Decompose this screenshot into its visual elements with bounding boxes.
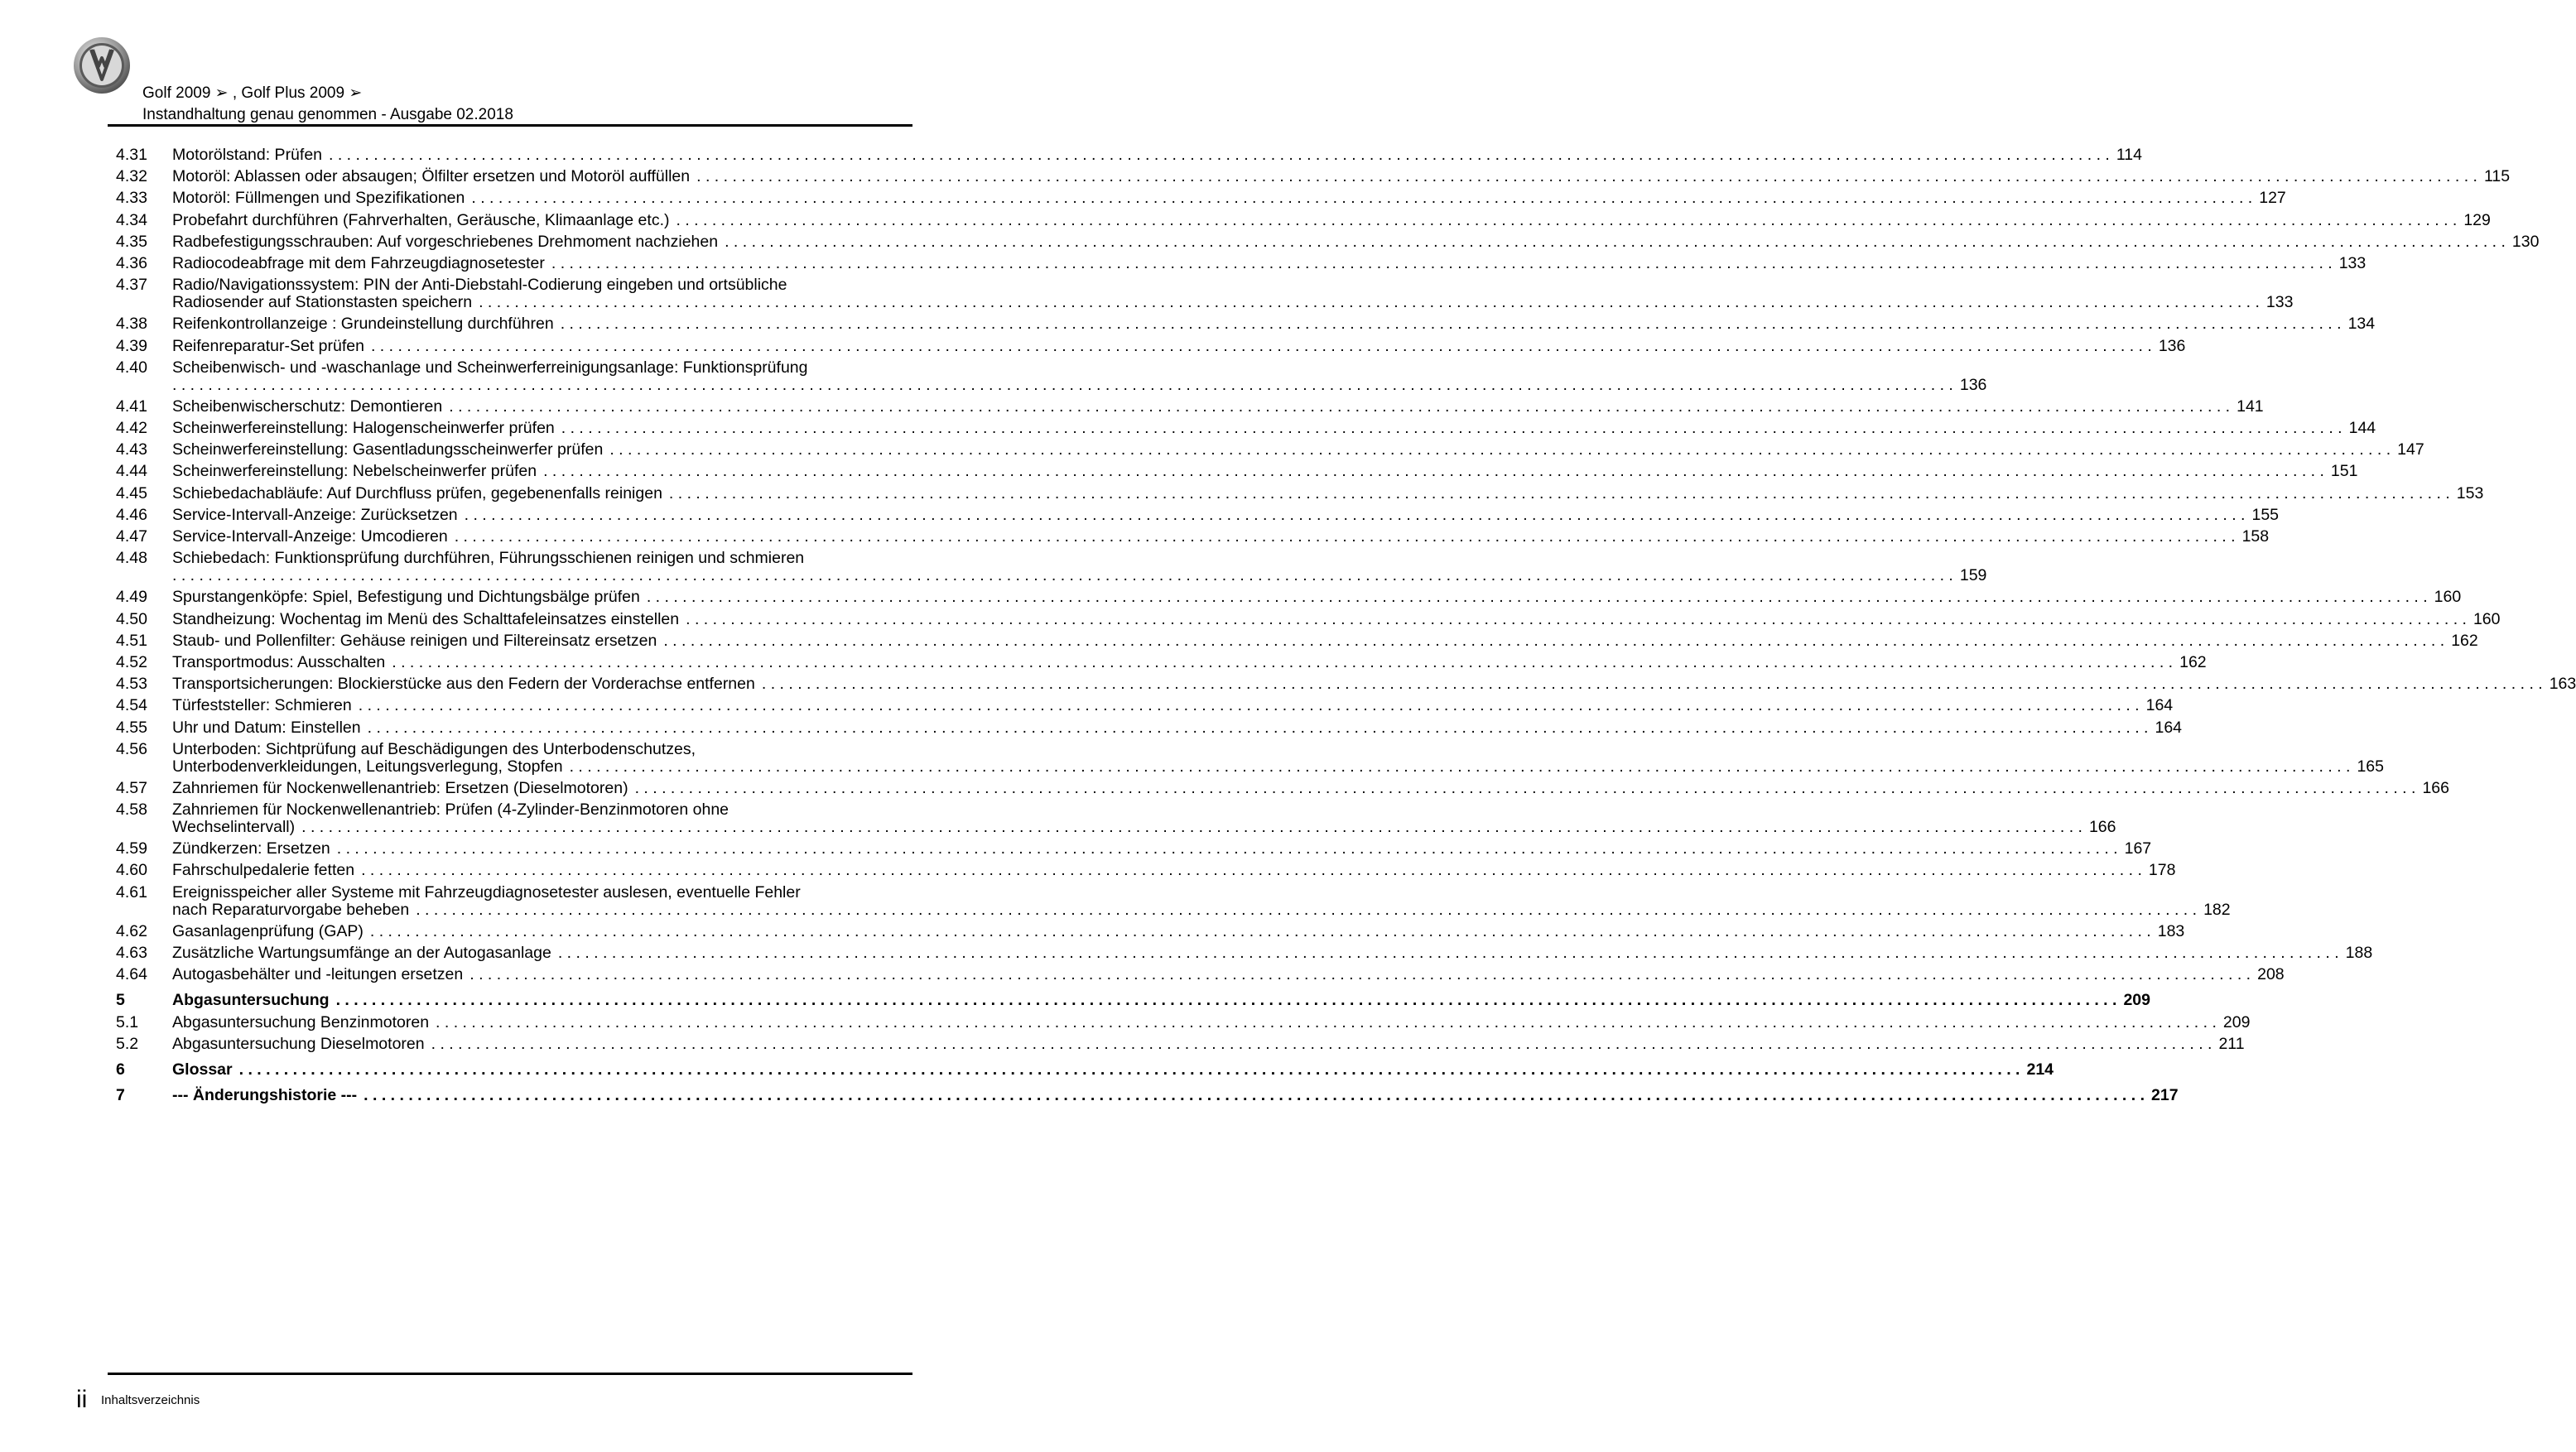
- toc-entry-number: 4.62: [116, 921, 147, 940]
- toc-entry[interactable]: [116, 276, 2294, 315]
- toc-entry-number: 4.34: [116, 210, 147, 229]
- toc-entry[interactable]: [116, 839, 2152, 862]
- toc-entry-number: 4.63: [116, 944, 147, 962]
- toc-entry-title: Motoröl: Ablassen oder absaugen; Ölfilter ersetzen und Motoröl auffüllen: [172, 167, 691, 186]
- toc-entry-title: Motorölstand: Prüfen: [172, 146, 323, 164]
- toc-entry-number: 4.52: [116, 652, 147, 671]
- dot-leader: . . . . . . . . . . . . . . . . . . . . . . . . . . . . . . . . . . . . . . . . . . . . . . . . . . . . . . . . . . . . . . . . . . . . . . . . . . . . . . . . . . . . . . . . . . . . . . . . . . . . . . . . . . . . . . . . . . . . . . . . . . . . . . . . . . . . . . . . . . . . . . . . . . . . . . . . . . . . . . . . . . . . . . . . . . . . . . . . . . . . . . . . . . . . . . . . . . . . . . .: [361, 861, 2142, 880]
- toc-entry-page: 160: [2472, 609, 2501, 628]
- toc-entry-page: 209: [2123, 991, 2150, 1010]
- toc-entry-number: 4.32: [116, 167, 147, 186]
- toc-entry-page: 183: [2157, 921, 2185, 940]
- toc-entry-number: 4.49: [116, 588, 147, 607]
- toc-entry-page: 155: [2251, 505, 2280, 524]
- dot-leader: . . . . . . . . . . . . . . . . . . . . . . . . . . . . . . . . . . . . . . . . . . . . . . . . . . . . . . . . . . . . . . . . . . . . . . . . . . . . . . . . . . . . . . . . . . . . . . . . . . . . . . . . . . . . . . . . . . . . . . . . . . . . . . . . . . . . . . . . . . . . . . . . . . . . . . . . . . . . . . . . . . . . . . . . . . . . . . . . . . . . . . . . . . . . . . . . . . . . . . .: [364, 1086, 2145, 1105]
- dot-leader: . . . . . . . . . . . . . . . . . . . . . . . . . . . . . . . . . . . . . . . . . . . . . . . . . . . . . . . . . . . . . . . . . . . . . . . . . . . . . . . . . . . . . . . . . . . . . . . . . . . . . . . . . . . . . . . . . . . . . . . . . . . . . . . . . . . . . . . . . . . . . . . . . . . . . . . . . . . . . . . . . . . . . . . . . . . . . . . . . . . . . . . . . . . . . . . . . . . . . . .: [561, 419, 2342, 438]
- dot-leader: . . . . . . . . . . . . . . . . . . . . . . . . . . . . . . . . . . . . . . . . . . . . . . . . . . . . . . . . . . . . . . . . . . . . . . . . . . . . . . . . . . . . . . . . . . . . . . . . . . . . . . . . . . . . . . . . . . . . . . . . . . . . . . . . . . . . . . . . . . . . . . . . . . . . . . . . . . . . . . . . . . . . . . . . . . . . . . . . . . . . . . . . . . . . . . . . . . . . . . .: [436, 1012, 2217, 1031]
- toc-entry-number: 4.53: [116, 675, 147, 694]
- toc-entry-page: 147: [2397, 440, 2424, 459]
- toc-entry-number: 4.47: [116, 527, 147, 546]
- toc-entry[interactable]: [116, 921, 2185, 945]
- toc-entry-title: Wechselintervall): [172, 818, 296, 837]
- vw-logo: [73, 36, 131, 94]
- toc-entry-title: Motoröl: Füllmengen und Spezifikationen: [172, 189, 465, 208]
- toc-entry-page: 158: [2241, 527, 2270, 546]
- toc-entry-page: 166: [2422, 778, 2449, 797]
- toc-entry[interactable]: [116, 718, 2183, 741]
- toc-entry-number: 4.40: [116, 358, 147, 377]
- dot-leader: . . . . . . . . . . . . . . . . . . . . . . . . . . . . . . . . . . . . . . . . . . . . . . . . . . . . . . . . . . . . . . . . . . . . . . . . . . . . . . . . . . . . . . . . . . . . . . . . . . . . . . . . . . . . . . . . . . . . . . . . . . . . . . . . . . . . . . . . . . . . . . . . . . . . . . . . . . . . . . . . . . . . . . . . . . . . . . . . . . . . . . . . . . . . . . . . . . . . . . .: [454, 527, 2236, 546]
- toc-entry-page: 160: [2434, 588, 2462, 607]
- toc-entry[interactable]: [116, 315, 2376, 337]
- dot-leader: . . . . . . . . . . . . . . . . . . . . . . . . . . . . . . . . . . . . . . . . . . . . . . . . . . . . . . . . . . . . . . . . . . . . . . . . . . . . . . . . . . . . . . . . . . . . . . . . . . . . . . . . . . . . . . . . . . . . . . . . . . . . . . . . . . . . . . . . . . . . . . . . . . . . . . . . . . . . . . . . . . . . . . . . . . . . . . . . . . . . . . . . . . . . . . . . . . . . . . .: [543, 462, 2324, 481]
- toc-entry-title: Reifenreparatur-Set prüfen: [172, 336, 364, 355]
- toc-entry[interactable]: [116, 210, 2491, 233]
- toc-entry-page: 166: [2088, 818, 2116, 837]
- toc-entry-number: 4.44: [116, 462, 147, 481]
- dot-leader: . . . . . . . . . . . . . . . . . . . . . . . . . . . . . . . . . . . . . . . . . . . . . . . . . . . . . . . . . . . . . . . . . . . . . . . . . . . . . . . . . . . . . . . . . . . . . . . . . . . . . . . . . . . . . . . . . . . . . . . . . . . . . . . . . . . . . . . . . . . . . . . . . . . . . . . . . . . . . . . . . . . . . . . . . . . . . . . . . . . . . . . . . . . . . . . . . . . . . . .: [471, 189, 2253, 208]
- toc-entry-number: 4.64: [116, 965, 147, 984]
- header-divider: [108, 124, 912, 127]
- toc-entry[interactable]: [116, 189, 2286, 211]
- toc-entry-title: Gasanlagenprüfung (GAP): [172, 921, 364, 940]
- dot-leader: . . . . . . . . . . . . . . . . . . . . . . . . . . . . . . . . . . . . . . . . . . . . . . . . . . . . . . . . . . . . . . . . . . . . . . . . . . . . . . . . . . . . . . . . . . . . . . . . . . . . . . . . . . . . . . . . . . . . . . . . . . . . . . . . . . . . . . . . . . . . . . . . . . . . . . . . . . . . . . . . . . . . . . . . . . . . . . . . . . . . . . . . . . . . . . . . . . . . . . .: [301, 818, 2082, 837]
- toc-entry-page: 133: [2265, 293, 2294, 312]
- dot-leader: . . . . . . . . . . . . . . . . . . . . . . . . . . . . . . . . . . . . . . . . . . . . . . . . . . . . . . . . . . . . . . . . . . . . . . . . . . . . . . . . . . . . . . . . . . . . . . . . . . . . . . . . . . . . . . . . . . . . . . . . . . . . . . . . . . . . . . . . . . . . . . . . . . . . . . . . . . . . . . . . . . . . . . . . . . . . . . . . . . . . . . . . . . . . . . . . . . . . . . .: [238, 1060, 2020, 1079]
- toc-entry-title: Ereignisspeicher aller Systeme mit Fahrzeugdiagnosetester auslesen, eventuelle Fehler: [172, 882, 801, 901]
- toc-entry-page: 141: [2237, 397, 2264, 416]
- toc-entry-title: Transportmodus: Ausschalten: [172, 652, 386, 671]
- toc-entry-title: Radbefestigungsschrauben: Auf vorgeschriebenes Drehmoment nachziehen: [172, 232, 719, 251]
- dot-leader: . . . . . . . . . . . . . . . . . . . . . . . . . . . . . . . . . . . . . . . . . . . . . . . . . . . . . . . . . . . . . . . . . . . . . . . . . . . . . . . . . . . . . . . . . . . . . . . . . . . . . . . . . . . . . . . . . . . . . . . . . . . . . . . . . . . . . . . . . . . . . . . . . . . . . . . . . . . . . . . . . . . . . . . . . . . . . . . . . . . . . . . . . . . . . . . . . . . . . . .: [329, 146, 2110, 164]
- toc-entry[interactable]: [116, 739, 2384, 780]
- toc-entry-page: 162: [2179, 652, 2207, 671]
- toc-entry-number: 6: [116, 1060, 125, 1079]
- toc-entry[interactable]: [116, 527, 2270, 550]
- toc-entry-number: 4.54: [116, 696, 147, 715]
- dot-leader: . . . . . . . . . . . . . . . . . . . . . . . . . . . . . . . . . . . . . . . . . . . . . . . . . . . . . . . . . . . . . . . . . . . . . . . . . . . . . . . . . . . . . . . . . . . . . . . . . . . . . . . . . . . . . . . . . . . . . . . . . . . . . . . . . . . . . . . . . . . . . . . . . . . . . . . . . . . . . . . . . . . . . . . . . . . . . . . . . . . . . . . . . . . . . . . . . . . . . . .: [646, 588, 2428, 607]
- toc-entry-title: Abgasuntersuchung: [172, 991, 330, 1010]
- toc-entry-number: 4.48: [116, 549, 147, 568]
- toc-entry-page: 211: [2218, 1034, 2245, 1053]
- toc-entry-title: Zahnriemen für Nockenwellenantrieb: Ersetzen (Dieselmotoren): [172, 778, 628, 797]
- toc-entry-title: Scheinwerfereinstellung: Gasentladungsscheinwerfer prüfen: [172, 440, 604, 459]
- toc-entry-page: 133: [2338, 253, 2367, 272]
- toc-entry[interactable]: [116, 1060, 2054, 1083]
- toc-entry-number: 4.39: [116, 336, 147, 355]
- toc-entry-number: 4.55: [116, 718, 147, 737]
- dot-leader: . . . . . . . . . . . . . . . . . . . . . . . . . . . . . . . . . . . . . . . . . . . . . . . . . . . . . . . . . . . . . . . . . . . . . . . . . . . . . . . . . . . . . . . . . . . . . . . . . . . . . . . . . . . . . . . . . . . . . . . . . . . . . . . . . . . . . . . . . . . . . . . . . . . . . . . . . . . . . . . . . . . . . . . . . . . . . . . . . . . . . . . . . . . . . . . . . . . . . . .: [560, 315, 2342, 334]
- toc-entry-title: Transportsicherungen: Blockierstücke aus den Federn der Vorderachse entfernen: [172, 675, 755, 694]
- toc-entry[interactable]: [116, 419, 2376, 441]
- toc-entry-number: 4.57: [116, 778, 147, 797]
- header-title: Instandhaltung genau genommen - Ausgabe 02.2018: [142, 106, 513, 123]
- toc-entry-page: 167: [2124, 839, 2152, 858]
- dot-leader: . . . . . . . . . . . . . . . . . . . . . . . . . . . . . . . . . . . . . . . . . . . . . . . . . . . . . . . . . . . . . . . . . . . . . . . . . . . . . . . . . . . . . . . . . . . . . . . . . . . . . . . . . . . . . . . . . . . . . . . . . . . . . . . . . . . . . . . . . . . . . . . . . . . . . . . . . . . . . . . . . . . . . . . . . . . . . . . . . . . . . . . . . . . . . . . . . . . . . . .: [761, 675, 2543, 694]
- toc-entry[interactable]: [116, 631, 2478, 654]
- toc-entry-title: Zündkerzen: Ersetzen: [172, 839, 330, 858]
- dot-leader: . . . . . . . . . . . . . . . . . . . . . . . . . . . . . . . . . . . . . . . . . . . . . . . . . . . . . . . . . . . . . . . . . . . . . . . . . . . . . . . . . . . . . . . . . . . . . . . . . . . . . . . . . . . . . . . . . . . . . . . . . . . . . . . . . . . . . . . . . . . . . . . . . . . . . . . . . . . . . . . . . . . . . . . . . . . . . . . . . . . . . . . . . . . . . . . . . . . . . . .: [469, 965, 2251, 984]
- dot-leader: . . . . . . . . . . . . . . . . . . . . . . . . . . . . . . . . . . . . . . . . . . . . . . . . . . . . . . . . . . . . . . . . . . . . . . . . . . . . . . . . . . . . . . . . . . . . . . . . . . . . . . . . . . . . . . . . . . . . . . . . . . . . . . . . . . . . . . . . . . . . . . . . . . . . . . . . . . . . . . . . . . . . . . . . . . . . . . . . . . . . . . . . . . . . . . . . . . . . . . .: [551, 253, 2333, 272]
- toc-entry-number: 5: [116, 991, 125, 1010]
- toc-entry-title: Fahrschulpedalerie fetten: [172, 861, 355, 880]
- toc-entry-number: 4.61: [116, 882, 147, 901]
- toc-entry-title: Türfeststeller: Schmieren: [172, 696, 352, 715]
- toc-entry[interactable]: [116, 778, 2449, 801]
- footer-page-number: ii: [76, 1386, 88, 1413]
- toc-entry-title: Service-Intervall-Anzeige: Zurücksetzen: [172, 505, 458, 524]
- toc-entry[interactable]: [116, 358, 1987, 398]
- toc-entry[interactable]: [116, 588, 2462, 610]
- toc-entry-page: 163: [2549, 675, 2576, 694]
- toc-entry-page: 127: [2259, 189, 2286, 208]
- toc-entry-page: 129: [2463, 210, 2491, 229]
- toc-entry[interactable]: [116, 232, 2540, 255]
- dot-leader: . . . . . . . . . . . . . . . . . . . . . . . . . . . . . . . . . . . . . . . . . . . . . . . . . . . . . . . . . . . . . . . . . . . . . . . . . . . . . . . . . . . . . . . . . . . . . . . . . . . . . . . . . . . . . . . . . . . . . . . . . . . . . . . . . . . . . . . . . . . . . . . . . . . . . . . . . . . . . . . . . . . . . . . . . . . . . . . . . . . . . . . . . . . . . . . . . . . . . . .: [335, 991, 2117, 1010]
- toc-entry-number: 4.50: [116, 609, 147, 628]
- toc-entry[interactable]: [116, 861, 2176, 883]
- toc-entry-page: 153: [2456, 483, 2484, 502]
- toc-entry[interactable]: [116, 675, 2576, 697]
- toc-entry-number: 4.59: [116, 839, 147, 858]
- toc-entry-number: 5.1: [116, 1012, 139, 1031]
- toc-entry-number: 4.36: [116, 253, 147, 272]
- toc-entry-number: 4.38: [116, 315, 147, 334]
- toc-entry-page: 151: [2330, 462, 2358, 481]
- toc-entry-title: Service-Intervall-Anzeige: Umcodieren: [172, 527, 448, 546]
- toc-entry-page: 115: [2483, 167, 2511, 186]
- dot-leader: . . . . . . . . . . . . . . . . . . . . . . . . . . . . . . . . . . . . . . . . . . . . . . . . . . . . . . . . . . . . . . . . . . . . . . . . . . . . . . . . . . . . . . . . . . . . . . . . . . . . . . . . . . . . . . . . . . . . . . . . . . . . . . . . . . . . . . . . . . . . . . . . . . . . . . . . . . . . . . . . . . . . . . . . . . . . . . . . . . . . . . . . . . . . . . . . . . . . . . .: [668, 483, 2450, 502]
- toc-entry[interactable]: [116, 801, 2116, 840]
- toc-entry-page: 188: [2345, 944, 2373, 962]
- toc-entry-number: 4.35: [116, 232, 147, 251]
- dot-leader: . . . . . . . . . . . . . . . . . . . . . . . . . . . . . . . . . . . . . . . . . . . . . . . . . . . . . . . . . . . . . . . . . . . . . . . . . . . . . . . . . . . . . . . . . . . . . . . . . . . . . . . . . . . . . . . . . . . . . . . . . . . . . . . . . . . . . . . . . . . . . . . . . . . . . . . . . . . . . . . . . . . . . . . . . . . . . . . . . . . . . . . . . . . . . . . . . . . . . . .: [336, 839, 2118, 858]
- toc-entry-title: --- Änderungshistorie ---: [172, 1086, 358, 1105]
- dot-leader: . . . . . . . . . . . . . . . . . . . . . . . . . . . . . . . . . . . . . . . . . . . . . . . . . . . . . . . . . . . . . . . . . . . . . . . . . . . . . . . . . . . . . . . . . . . . . . . . . . . . . . . . . . . . . . . . . . . . . . . . . . . . . . . . . . . . . . . . . . . . . . . . . . . . . . . . . . . . . . . . . . . . . . . . . . . . . . . . . . . . . . . . . . . . . . . . . . . . . . .: [557, 944, 2339, 962]
- toc-entry-title: Abgasuntersuchung Dieselmotoren: [172, 1034, 425, 1053]
- footer-divider: [108, 1373, 912, 1375]
- dot-leader: . . . . . . . . . . . . . . . . . . . . . . . . . . . . . . . . . . . . . . . . . . . . . . . . . . . . . . . . . . . . . . . . . . . . . . . . . . . . . . . . . . . . . . . . . . . . . . . . . . . . . . . . . . . . . . . . . . . . . . . . . . . . . . . . . . . . . . . . . . . . . . . . . . . . . . . . . . . . . . . . . . . . . . . . . . . . . . . . . . . . . . . . . . . . . . . . . . . . . . .: [172, 375, 1953, 394]
- toc-entry-title: Scheinwerfereinstellung: Halogenscheinwerfer prüfen: [172, 419, 555, 438]
- toc-entry-title: Schiebedachabläufe: Auf Durchfluss prüfen, gegebenenfalls reinigen: [172, 483, 662, 502]
- toc-entry-page: 209: [2222, 1012, 2251, 1031]
- toc-entry-number: 4.58: [116, 801, 147, 820]
- dot-leader: . . . . . . . . . . . . . . . . . . . . . . . . . . . . . . . . . . . . . . . . . . . . . . . . . . . . . . . . . . . . . . . . . . . . . . . . . . . . . . . . . . . . . . . . . . . . . . . . . . . . . . . . . . . . . . . . . . . . . . . . . . . . . . . . . . . . . . . . . . . . . . . . . . . . . . . . . . . . . . . . . . . . . . . . . . . . . . . . . . . . . . . . . . . . . . . . . . . . . . .: [367, 718, 2149, 737]
- toc-entry[interactable]: [116, 882, 2231, 923]
- toc-entry-number: 5.2: [116, 1034, 139, 1053]
- dot-leader: . . . . . . . . . . . . . . . . . . . . . . . . . . . . . . . . . . . . . . . . . . . . . . . . . . . . . . . . . . . . . . . . . . . . . . . . . . . . . . . . . . . . . . . . . . . . . . . . . . . . . . . . . . . . . . . . . . . . . . . . . . . . . . . . . . . . . . . . . . . . . . . . . . . . . . . . . . . . . . . . . . . . . . . . . . . . . . . . . . . . . . . . . . . . . . . . . . . . . . .: [676, 210, 2458, 229]
- dot-leader: . . . . . . . . . . . . . . . . . . . . . . . . . . . . . . . . . . . . . . . . . . . . . . . . . . . . . . . . . . . . . . . . . . . . . . . . . . . . . . . . . . . . . . . . . . . . . . . . . . . . . . . . . . . . . . . . . . . . . . . . . . . . . . . . . . . . . . . . . . . . . . . . . . . . . . . . . . . . . . . . . . . . . . . . . . . . . . . . . . . . . . . . . . . . . . . . . . . . . . .: [663, 631, 2445, 650]
- toc-entry-page: 162: [2451, 631, 2478, 650]
- toc-entry[interactable]: [116, 944, 2373, 966]
- toc-entry-page: 130: [2511, 232, 2540, 251]
- toc-entry-number: 4.60: [116, 861, 147, 880]
- toc-entry-title: Zahnriemen für Nockenwellenantrieb: Prüfen (4-Zylinder-Benzinmotoren ohne: [172, 801, 729, 820]
- toc-entry[interactable]: [116, 146, 2142, 168]
- dot-leader: . . . . . . . . . . . . . . . . . . . . . . . . . . . . . . . . . . . . . . . . . . . . . . . . . . . . . . . . . . . . . . . . . . . . . . . . . . . . . . . . . . . . . . . . . . . . . . . . . . . . . . . . . . . . . . . . . . . . . . . . . . . . . . . . . . . . . . . . . . . . . . . . . . . . . . . . . . . . . . . . . . . . . . . . . . . . . . . . . . . . . . . . . . . . . . . . . . . . . . .: [569, 757, 2351, 776]
- toc-entry-page: 164: [2145, 696, 2174, 715]
- toc-entry-page: 208: [2257, 965, 2285, 984]
- dot-leader: . . . . . . . . . . . . . . . . . . . . . . . . . . . . . . . . . . . . . . . . . . . . . . . . . . . . . . . . . . . . . . . . . . . . . . . . . . . . . . . . . . . . . . . . . . . . . . . . . . . . . . . . . . . . . . . . . . . . . . . . . . . . . . . . . . . . . . . . . . . . . . . . . . . . . . . . . . . . . . . . . . . . . . . . . . . . . . . . . . . . . . . . . . . . . . . . . . . . . . .: [725, 232, 2506, 251]
- toc-entry[interactable]: [116, 652, 2207, 676]
- toc-entry-number: 4.42: [116, 419, 147, 438]
- toc-entry-page: 134: [2347, 315, 2376, 334]
- toc-entry-number: 4.43: [116, 440, 147, 459]
- toc-entry-number: 4.41: [116, 397, 147, 416]
- toc-entry-title: Glossar: [172, 1060, 233, 1079]
- toc-entry[interactable]: [116, 336, 2186, 359]
- toc-entry-title: Unterboden: Sichtprüfung auf Beschädigungen des Unterbodenschutzes,: [172, 739, 696, 758]
- toc-entry[interactable]: [116, 253, 2367, 276]
- dot-leader: . . . . . . . . . . . . . . . . . . . . . . . . . . . . . . . . . . . . . . . . . . . . . . . . . . . . . . . . . . . . . . . . . . . . . . . . . . . . . . . . . . . . . . . . . . . . . . . . . . . . . . . . . . . . . . . . . . . . . . . . . . . . . . . . . . . . . . . . . . . . . . . . . . . . . . . . . . . . . . . . . . . . . . . . . . . . . . . . . . . . . . . . . . . . . . . . . . . . . . .: [479, 293, 2260, 312]
- header-model-line: Golf 2009 ➢ , Golf Plus 2009 ➢: [142, 84, 363, 102]
- toc-entry[interactable]: [116, 965, 2285, 988]
- toc-entry[interactable]: [116, 609, 2501, 632]
- toc-entry[interactable]: [116, 167, 2511, 190]
- toc-entry-page: 114: [2116, 146, 2142, 164]
- toc-entry-page: 178: [2148, 861, 2176, 880]
- toc-entry-title: Abgasuntersuchung Benzinmotoren: [172, 1012, 430, 1031]
- toc-entry-page: 136: [1959, 375, 1987, 394]
- toc-entry-title: Scheibenwischerschutz: Demontieren: [172, 397, 443, 416]
- dot-leader: . . . . . . . . . . . . . . . . . . . . . . . . . . . . . . . . . . . . . . . . . . . . . . . . . . . . . . . . . . . . . . . . . . . . . . . . . . . . . . . . . . . . . . . . . . . . . . . . . . . . . . . . . . . . . . . . . . . . . . . . . . . . . . . . . . . . . . . . . . . . . . . . . . . . . . . . . . . . . . . . . . . . . . . . . . . . . . . . . . . . . . . . . . . . . . . . . . . . . . .: [172, 566, 1953, 585]
- dot-leader: . . . . . . . . . . . . . . . . . . . . . . . . . . . . . . . . . . . . . . . . . . . . . . . . . . . . . . . . . . . . . . . . . . . . . . . . . . . . . . . . . . . . . . . . . . . . . . . . . . . . . . . . . . . . . . . . . . . . . . . . . . . . . . . . . . . . . . . . . . . . . . . . . . . . . . . . . . . . . . . . . . . . . . . . . . . . . . . . . . . . . . . . . . . . . . . . . . . . . . .: [431, 1034, 2212, 1053]
- dot-leader: . . . . . . . . . . . . . . . . . . . . . . . . . . . . . . . . . . . . . . . . . . . . . . . . . . . . . . . . . . . . . . . . . . . . . . . . . . . . . . . . . . . . . . . . . . . . . . . . . . . . . . . . . . . . . . . . . . . . . . . . . . . . . . . . . . . . . . . . . . . . . . . . . . . . . . . . . . . . . . . . . . . . . . . . . . . . . . . . . . . . . . . . . . . . . . . . . . . . . . .: [449, 397, 2231, 416]
- toc-entry-title: Unterbodenverkleidungen, Leitungsverlegung, Stopfen: [172, 757, 563, 776]
- dot-leader: . . . . . . . . . . . . . . . . . . . . . . . . . . . . . . . . . . . . . . . . . . . . . . . . . . . . . . . . . . . . . . . . . . . . . . . . . . . . . . . . . . . . . . . . . . . . . . . . . . . . . . . . . . . . . . . . . . . . . . . . . . . . . . . . . . . . . . . . . . . . . . . . . . . . . . . . . . . . . . . . . . . . . . . . . . . . . . . . . . . . . . . . . . . . . . . . . . . . . . .: [392, 652, 2174, 671]
- toc-entry-page: 136: [2158, 336, 2186, 355]
- toc-entry-title: Uhr und Datum: Einstellen: [172, 718, 361, 737]
- toc-entry-title: nach Reparaturvorgabe beheben: [172, 900, 410, 919]
- toc-entry-number: 4.45: [116, 483, 147, 502]
- toc-entry[interactable]: [116, 483, 2484, 507]
- toc-entry-title: Spurstangenköpfe: Spiel, Befestigung und Dichtungsbälge prüfen: [172, 588, 640, 607]
- toc-entry-title: Scheibenwisch- und -waschanlage und Scheinwerferreinigungsanlage: Funktionsprüfung: [172, 358, 808, 377]
- dot-leader: . . . . . . . . . . . . . . . . . . . . . . . . . . . . . . . . . . . . . . . . . . . . . . . . . . . . . . . . . . . . . . . . . . . . . . . . . . . . . . . . . . . . . . . . . . . . . . . . . . . . . . . . . . . . . . . . . . . . . . . . . . . . . . . . . . . . . . . . . . . . . . . . . . . . . . . . . . . . . . . . . . . . . . . . . . . . . . . . . . . . . . . . . . . . . . . . . . . . . . .: [696, 167, 2477, 186]
- dot-leader: . . . . . . . . . . . . . . . . . . . . . . . . . . . . . . . . . . . . . . . . . . . . . . . . . . . . . . . . . . . . . . . . . . . . . . . . . . . . . . . . . . . . . . . . . . . . . . . . . . . . . . . . . . . . . . . . . . . . . . . . . . . . . . . . . . . . . . . . . . . . . . . . . . . . . . . . . . . . . . . . . . . . . . . . . . . . . . . . . . . . . . . . . . . . . . . . . . . . . . .: [369, 921, 2151, 940]
- toc-entry-page: 165: [2357, 757, 2384, 776]
- toc-entry-title: Reifenkontrollanzeige : Grundeinstellung durchführen: [172, 315, 554, 334]
- toc-entry[interactable]: [116, 397, 2264, 420]
- toc-entry-title: Radiosender auf Stationstasten speichern: [172, 293, 473, 312]
- toc-entry-title: Zusätzliche Wartungsumfänge an der Autogasanlage: [172, 944, 551, 962]
- dot-leader: . . . . . . . . . . . . . . . . . . . . . . . . . . . . . . . . . . . . . . . . . . . . . . . . . . . . . . . . . . . . . . . . . . . . . . . . . . . . . . . . . . . . . . . . . . . . . . . . . . . . . . . . . . . . . . . . . . . . . . . . . . . . . . . . . . . . . . . . . . . . . . . . . . . . . . . . . . . . . . . . . . . . . . . . . . . . . . . . . . . . . . . . . . . . . . . . . . . . . . .: [464, 505, 2246, 524]
- toc-entry[interactable]: [116, 462, 2358, 484]
- toc-entry-title: Staub- und Pollenfilter: Gehäuse reinigen und Filtereinsatz ersetzen: [172, 631, 657, 650]
- toc-entry-page: 159: [1959, 566, 1987, 585]
- dot-leader: . . . . . . . . . . . . . . . . . . . . . . . . . . . . . . . . . . . . . . . . . . . . . . . . . . . . . . . . . . . . . . . . . . . . . . . . . . . . . . . . . . . . . . . . . . . . . . . . . . . . . . . . . . . . . . . . . . . . . . . . . . . . . . . . . . . . . . . . . . . . . . . . . . . . . . . . . . . . . . . . . . . . . . . . . . . . . . . . . . . . . . . . . . . . . . . . . . . . . . .: [686, 609, 2467, 628]
- toc-entry-title: Probefahrt durchführen (Fahrverhalten, Geräusche, Klimaanlage etc.): [172, 210, 670, 229]
- toc-entry-number: 4.46: [116, 505, 147, 524]
- toc-entry[interactable]: [116, 1012, 2251, 1036]
- toc-entry-number: 4.56: [116, 739, 147, 758]
- toc-entry-title: Radiocodeabfrage mit dem Fahrzeugdiagnosetester: [172, 253, 545, 272]
- toc-entry-number: 7: [116, 1086, 125, 1105]
- toc-entry-number: 4.33: [116, 189, 147, 208]
- toc-entry-title: Scheinwerfereinstellung: Nebelscheinwerfer prüfen: [172, 462, 537, 481]
- toc-entry-page: 214: [2026, 1060, 2054, 1079]
- toc-entry-title: Schiebedach: Funktionsprüfung durchführen, Führungsschienen reinigen und schmieren: [172, 549, 805, 568]
- toc-entry[interactable]: [116, 440, 2424, 463]
- toc-entry-title: Autogasbehälter und -leitungen ersetzen: [172, 965, 464, 984]
- dot-leader: . . . . . . . . . . . . . . . . . . . . . . . . . . . . . . . . . . . . . . . . . . . . . . . . . . . . . . . . . . . . . . . . . . . . . . . . . . . . . . . . . . . . . . . . . . . . . . . . . . . . . . . . . . . . . . . . . . . . . . . . . . . . . . . . . . . . . . . . . . . . . . . . . . . . . . . . . . . . . . . . . . . . . . . . . . . . . . . . . . . . . . . . . . . . . . . . . . . . . . .: [370, 336, 2152, 355]
- toc-entry[interactable]: [116, 549, 1987, 589]
- toc-entry-number: 4.37: [116, 276, 147, 295]
- toc-entry-page: 182: [2203, 900, 2231, 919]
- toc-entry-title: Radio/Navigationssystem: PIN der Anti-Diebstahl-Codierung eingeben und ortsübliche: [172, 276, 787, 295]
- toc-entry-number: 4.51: [116, 631, 147, 650]
- dot-leader: . . . . . . . . . . . . . . . . . . . . . . . . . . . . . . . . . . . . . . . . . . . . . . . . . . . . . . . . . . . . . . . . . . . . . . . . . . . . . . . . . . . . . . . . . . . . . . . . . . . . . . . . . . . . . . . . . . . . . . . . . . . . . . . . . . . . . . . . . . . . . . . . . . . . . . . . . . . . . . . . . . . . . . . . . . . . . . . . . . . . . . . . . . . . . . . . . . . . . . .: [358, 696, 2140, 715]
- toc-entry-page: 217: [2151, 1086, 2179, 1105]
- toc-entry[interactable]: [116, 1086, 2179, 1108]
- toc-entry[interactable]: [116, 505, 2280, 528]
- dot-leader: . . . . . . . . . . . . . . . . . . . . . . . . . . . . . . . . . . . . . . . . . . . . . . . . . . . . . . . . . . . . . . . . . . . . . . . . . . . . . . . . . . . . . . . . . . . . . . . . . . . . . . . . . . . . . . . . . . . . . . . . . . . . . . . . . . . . . . . . . . . . . . . . . . . . . . . . . . . . . . . . . . . . . . . . . . . . . . . . . . . . . . . . . . . . . . . . . . . . . . .: [609, 440, 2391, 459]
- toc-entry[interactable]: [116, 696, 2174, 719]
- table-of-contents: [116, 146, 2576, 1108]
- dot-leader: . . . . . . . . . . . . . . . . . . . . . . . . . . . . . . . . . . . . . . . . . . . . . . . . . . . . . . . . . . . . . . . . . . . . . . . . . . . . . . . . . . . . . . . . . . . . . . . . . . . . . . . . . . . . . . . . . . . . . . . . . . . . . . . . . . . . . . . . . . . . . . . . . . . . . . . . . . . . . . . . . . . . . . . . . . . . . . . . . . . . . . . . . . . . . . . . . . . . . . .: [634, 778, 2416, 797]
- toc-entry-page: 144: [2348, 419, 2376, 438]
- toc-entry-title: Standheizung: Wochentag im Menü des Schalttafeleinsatzes einstellen: [172, 609, 680, 628]
- toc-entry[interactable]: [116, 1034, 2245, 1057]
- toc-entry-page: 164: [2155, 718, 2183, 737]
- toc-entry-number: 4.31: [116, 146, 147, 164]
- toc-entry[interactable]: [116, 991, 2150, 1013]
- footer-section-title: Inhaltsverzeichnis: [101, 1393, 200, 1407]
- dot-leader: . . . . . . . . . . . . . . . . . . . . . . . . . . . . . . . . . . . . . . . . . . . . . . . . . . . . . . . . . . . . . . . . . . . . . . . . . . . . . . . . . . . . . . . . . . . . . . . . . . . . . . . . . . . . . . . . . . . . . . . . . . . . . . . . . . . . . . . . . . . . . . . . . . . . . . . . . . . . . . . . . . . . . . . . . . . . . . . . . . . . . . . . . . . . . . . . . . . . . . .: [416, 900, 2198, 919]
